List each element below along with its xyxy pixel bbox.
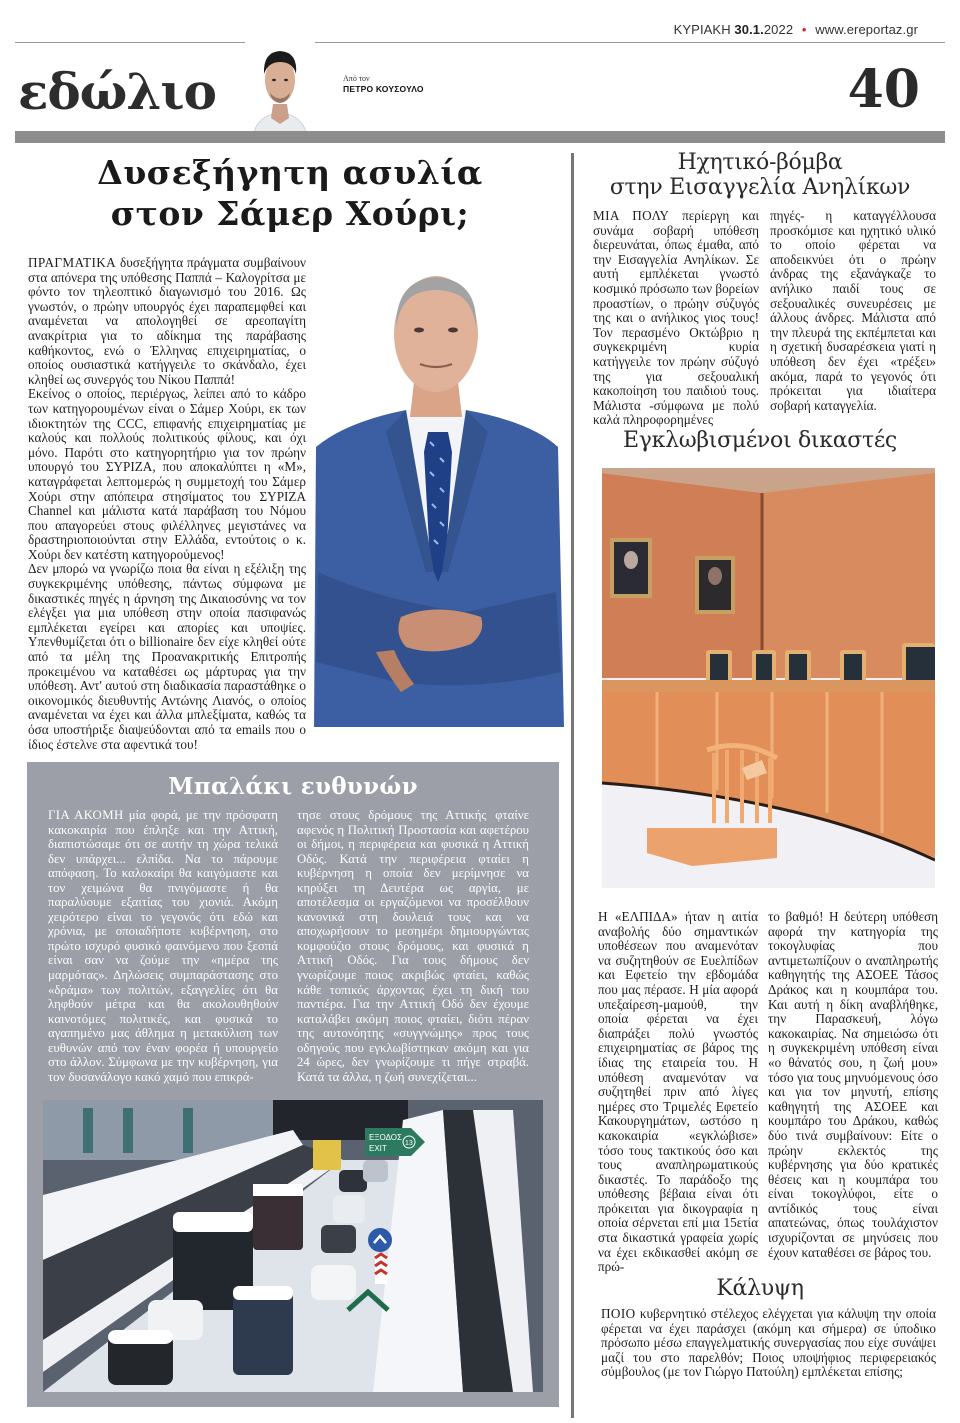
boxed-story-column-2: τησε στους δρόμους της Αττικής φταίνε αφενός η Πολιτική Προστασία και αφετέρου οι δήμοι, η περιφέρεια και φυσικά η Αττική Οδός. Κατά την περιφέρεια φταίει η κυβέρνηση η οποία δεν μερίμνησε να κηρύξει τη Δευτέρα ως αργία, με αποτέλεσμα οι εργαζόμενοι να προσέλθουν κανονικά στη δουλειά τους και να αποχωρήσουν το μεσημέρι δημιουργώντας κομφούζιο στους δρόμους, και φυσικά η Αττική Οδός. Για τους δήμους δεν γνωρίζουμε ποιος ακριβώς φταίει, καθώς κάθε τοπικός άρχοντας έχει τη δική του παντιέρα. Για την Αττική Οδό δεν έχουμε καταλάβει ακόμη ποιος φταίει, διότι πέραν της αυτονόητης «συγγνώμης» προς τους οδηγούς που εγκλωβίστηκαν ακόμη και για 24 ώρες, δεν γνωρίζουμε τι πήγε στραβά. Κατά τα άλλα, η ζωή συνεχίζεται... [297,808,529,1084]
exit-sign-number: 13 [405,1140,413,1147]
byline-author: ΠΕΤΡΟ ΚΟΥΣΟΥΛΟ [343,84,424,94]
story-2-headline: Εγκλωβισμένοι δικαστές [623,428,897,453]
lead-word: ΠΟΙΟ [601,1306,636,1321]
main-article-paragraph: ΠΡΑΓΜΑΤΙΚΑ δυσεξήγητα πράγματα συμβαίνουν στα απόνερα της υπόθεσης Παππά – Καλογρίτσα με φόντο τον τηλεοπτικό διαγωνισμό του 2016. Ως γνωστόν, ο πρώην υπουργός έχει παραπεμφθεί και αναμένεται να απολογηθεί σε αρεοπαγίτη ανακρίτρια για το αδίκημα της παράβασης καθήκοντος, ενώ ο Έλληνας επιχειρηματίας, ο οποίος ουσιαστικά κατήγγειλε το σκάνδαλο, έχει κληθεί ως συνεργός του Νίκου Παππά! [28,255,306,387]
author-photo [245,38,315,138]
dateline [674,22,918,37]
exit-sign-greek: ΕΞΟΔΟΣ [369,1133,402,1142]
byline [343,73,424,95]
lead-word: ΓΙΑ ΑΚΟΜΗ [48,808,124,822]
column-divider [571,153,574,1418]
story-1-column-2: πηγές- η καταγγέλλουσα προσκόμισε και ηχητικό υλικό το οποίο φέρεται να αποδεικνύει ότι ο πρώην άνδρας της εξανάγκαζε το ανήλικο παιδί τους σε σεξουαλικές συνευρέσεις με άλλους άνδρες. Μάλιστα από την πλευρά της εκπέμπεται και η σχετική δυσαρέσκεια γιατί η υπόθεση δεν έχει «τρέξει» ακόμα, παρά το γεγονός ότι πρόκειται για ιδιαίτερα σοβαρή καταγγελία. [770,208,936,413]
lead-word: ΠΡΑΓΜΑΤΙΚΑ [28,255,117,270]
main-article-paragraph: Εκείνος ο οποίος, περιέργως, λείπει από το κάδρο των κατηγορουμένων είναι ο Σάμερ Χούρι, εκ των ιδιοκτητών της CCC, επιφανής επιχειρηματίας με καλούς και πολλούς πολιτικούς φίλους, και όχι μόνο. Παρότι στο κατηγορητήριο για τον πρώην υπουργό του ΣΥΡΙΖΑ, που αποκαλύπτει η «Μ», καταγράφεται λεπτομερώς η συμμετοχή του Σάμερ Χούρι στην απόπειρα στησίματος του ΣΥΡΙΖΑ Channel και μάλιστα κατά παράβαση του Νόμου που απαγορεύει στους φιλέλληνες μεγιστάνες να δραστηριοποιούνται στην Ελλάδα, εντούτοις ο κ. Χούρι δεν κατέστη κατηγορούμενος! [28,386,306,562]
header-rule [15,42,945,43]
portrait-photo [306,272,568,734]
website-link[interactable]: www.ereportaz.gr [815,22,918,37]
main-headline-line-2: στον Σάμερ Χούρι; [110,194,470,233]
dateline-day: ΚΥΡΙΑΚΗ [673,22,731,37]
story-1-column-1: ΜΙΑ ΠΟΛΥ περίεργη και συνάμα σοβαρή υπόθεση διερευνάται, όπως έμαθα, από την Εισαγγελία Ανηλίκων. Σε αυτή εμπλέκεται γνωστό κοσμικό πρόσωπο των βορείων προαστίων, ο πρώην σύζυγός της και ο ανήλικος γιος τους! Τον περασμένο Οκτώβριο η συγκεκριμένη κυρία κατήγγειλε τον πρώην σύζυγό της για σεξουαλική κακοποίηση του παιδιού τους. Μάλιστα -σύμφωνα με πολύ καλά πληροφορημένες [593,208,759,428]
snowed-highway-photo [43,1100,543,1392]
lead-word: ΜΙΑ ΠΟΛΥ [593,208,670,223]
story-3-body: ΠΟΙΟ κυβερνητικό στέλεχος ελέγχεται για κάλυψη την οποία φέρεται να έχει παράσχει (ακόμη και σήμερα) σε ύποδικο πρόσωπο μέσω επαγγελματικής συνεργασίας που είχε συνάψει μαζί του στο παρελθόν; Ποιος υποψήφιος περιφερειακός σύμβουλος (με τον Γιώργο Πατούλη) εμπλέκεται επίσης; [601,1306,936,1380]
story-3-headline: Κάλυψη [716,1276,804,1301]
dateline-date: 30.1. [734,22,764,37]
main-article-body [28,256,306,752]
story-2-column-1: Η «ΕΛΠΙΔΑ» ήταν η αιτία αναβολής δύο σημαντικών υποθέσεων που αναμενόταν να συζητηθούν σε Ευελπίδων και Εφετείο την εβδομάδα που μας πέρασε. Η μία αφορά υπεξαίρεση-μαμούθ, την οποία φέρεται να έχει διαπράξει πολύ γνωστός επιχειρηματίας σε βάρος της ίδιας της εταιρεία του. Η υπόθεση αναμενόταν να συζητηθεί πριν από λίγες ημέρες στο Τριμελές Εφετείο Κακουργημάτων, ωστόσο η κακοκαιρία «εγκλώβισε» τόσο τους τακτικούς όσο και τους αναπληρωματικούς δικαστές. Το παράδοξο της υπόθεσης βέβαια είναι ότι πρόκειται για δικογραφία η οποία σέρνεται επί μια 15ετία στα δικαστικά γραφεία χωρίς να έχει εκδικασθεί ακόμη σε πρώ- [598,909,758,1275]
courtroom-photo [602,468,935,888]
header-band [15,131,945,143]
dateline-separator: • [801,22,807,37]
boxed-story-column-1: ΓΙΑ ΑΚΟΜΗ μία φορά, με την πρόσφατη κακοκαιρία που έπληξε και την Αττική, διαπιστώσαμε ότι σε αυτήν τη χώρα τελικά δεν υπάρχει... ελπίδα. Να το πάρουμε απόφαση. Το καλοκαίρι θα καιγόμαστε και τον χειμώνα θα πνιγόμαστε ή θα παραλύουμε εξαιτίας του χιονιά. Ακόμη χειρότερο είναι το γεγονός ότι εδώ και χρόνια, με οποιαδήποτε κυβέρνηση, στο πρώτο ισχυρό φυσικό φαινόμενο που ξεσπά είναι σαν να ζούμε την «ημέρα της μαρμότας». Δηλώσεις συμπαράστασης στο «δράμα» των πολιτών, εξαγγελίες ότι θα ληφθούν μέτρα και θα ακολουθηθούν καινοτόμες πολιτικές, και φυσικά το αγαπημένο μας άθλημα η μετακύλιση των ευθυνών από τον έναν φορέα ή υπουργείο στο άλλον. Σύμφωνα με την κυβέρνηση, για τον δυσανάλογο κακό χαμό που επικρά- [48,808,278,1084]
story-2-column-2: το βαθμό! Η δεύτερη υπόθεση αφορά την κατηγορία της τοκογλυφίας που αντιμετωπίζουν ο αναπληρωτής καθηγητής της ΑΣΟΕΕ Τάσος Δράκος και η κουμπάρα του. Και αυτή η δίκη αναβλήθηκε, την Παρασκευή, λόγω κακοκαιρίας. Να σημειώσω ότι η συγκεκριμένη υπόθεση είναι «ο θάνατός σου, η ζωή μου» τόσο για τους μηνυόμενους όσο και για τον μηνυτή, επίσης καθηγητή της ΑΣΟΕΕ και κουμπάρο του Δράκου, καθώς δύο τινά συμβαίνουν: Είτε ο πρώην εκλεκτός της κυβέρνησης για δύο κρατικές θέσεις και η κουμπάρα του είναι τοκογλύφοι, είτε ο αντίδικός τους είναι απατεώνας, όπως τουλάχιστον ισχυρίζονται σε μηνύσεις που έχουν καταθέσει σε βάρος του. [768,909,938,1260]
dateline-year: 2022 [763,22,794,37]
main-article-paragraph: Δεν μπορώ να γνωρίζω ποια θα είναι η εξέλιξη της συγκεκριμένης υπόθεσης, πάντως σύμφωνα με δικαστικές πηγές η άρνηση της Δικαιοσύνης να τον ελέγξει για μια υπόθεση στην οποία πασιφανώς εμπλέκεται εγείρει και απορίες και υποψίες. Υπενθυμίζεται ότι ο billionaire δεν είχε κληθεί ούτε από τα μέλη της Προανακριτικής Επιτροπής προκειμένου να καταθέσει ως μάρτυρας για την υπόθεση. Αντ' αυτού στη διαδικασία παραστάθηκε ο οικονομικός διευθυντής Αντώνης Λιανός, ο οποίος αναμένεται να έχει και άλλα μπλεξίματα, καθώς τα όσα υποστήριξε διαψεύδονται από τα emails που ο ίδιος έστελνε στα αφεντικά του! [28,561,306,752]
exit-sign-english: EXIT [369,1144,387,1153]
byline-prefix: Από τον [343,74,370,83]
section-logo: εδώλιο [18,62,216,121]
boxed-story-headline: Μπαλάκι ευθυνών [168,773,418,800]
main-headline [20,152,560,234]
main-headline-line-1: Δυσεξήγητη ασυλία [97,153,483,192]
story-1-headline: Ηχητικό-βόμβα στην Εισαγγελία Ανηλίκων [609,150,911,200]
page-number: 40 [847,59,920,120]
